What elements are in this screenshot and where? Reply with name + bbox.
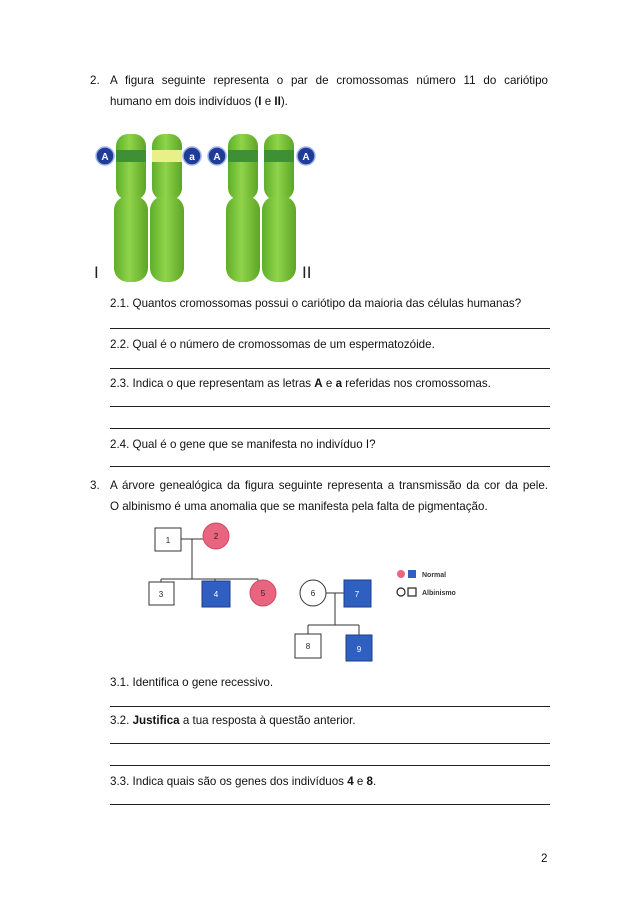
q3-3-text — [110, 775, 376, 789]
individual-2-label: 2 — [213, 532, 219, 541]
q2-text-line2 — [110, 95, 288, 109]
text-part: e — [322, 377, 336, 390]
individual-8-label: 8 — [305, 642, 311, 651]
text-part: 3.2. — [110, 714, 133, 727]
answer-line[interactable] — [110, 466, 550, 467]
band-light — [152, 150, 182, 162]
page-number: 2 — [541, 852, 548, 865]
bold-a: a — [335, 377, 343, 390]
bold-8: 8 — [366, 775, 373, 788]
allele-a-circle-I — [183, 147, 201, 165]
allele-A-label: A — [101, 152, 109, 163]
allele-A-circle-II-right — [297, 147, 315, 165]
legend-normal-label: Normal — [422, 572, 447, 579]
q2-1-text: 2.1. Quantos cromossomas possui o cariótipo da maioria das células humanas? — [110, 297, 522, 310]
allele-A-label: A — [302, 152, 310, 163]
individual-4 — [202, 581, 230, 607]
text-part: referidas nos cromossomas. — [342, 377, 491, 390]
band-dark — [116, 150, 146, 162]
pedigree-legend — [397, 570, 456, 597]
text-part: a tua resposta à questão anterior. — [179, 714, 356, 727]
individual-5-label: 5 — [260, 589, 266, 598]
allele-A-circle-I — [96, 147, 114, 165]
chromosome-figure — [94, 130, 330, 290]
individual-1 — [155, 528, 181, 551]
legend-male-albino — [408, 588, 416, 596]
individual-5 — [250, 580, 276, 606]
q2-3-text — [110, 377, 491, 391]
individual-3 — [149, 582, 174, 605]
individual-4-label: 4 — [213, 590, 219, 599]
q2-text-part: e — [261, 95, 275, 108]
q2-text-line1: A figura seguinte representa o par de cromossomas número 11 do cariótipo — [110, 74, 548, 87]
answer-line[interactable] — [110, 743, 550, 744]
q2-2-text: 2.2. Qual é o número de cromossomas de um espermatozóide. — [110, 338, 435, 351]
q2-bold-I: I — [258, 95, 262, 108]
legend-female-albino — [397, 588, 405, 596]
answer-line[interactable] — [110, 328, 550, 329]
individual-2 — [203, 523, 229, 549]
q3-1-text: 3.1. Identifica o gene recessivo. — [110, 676, 274, 689]
individual-8 — [295, 634, 321, 658]
allele-A-circle-II-left — [208, 147, 226, 165]
q2-bold-II: II — [274, 95, 281, 108]
text-part: e — [353, 775, 367, 788]
q3-2-text — [110, 714, 356, 728]
text-part: . — [372, 775, 377, 788]
individual-9-label: 9 — [356, 645, 362, 654]
band-dark — [228, 150, 258, 162]
answer-line[interactable] — [110, 765, 550, 766]
legend-male-normal — [408, 570, 416, 578]
q2-text-part: ). — [280, 95, 288, 108]
q2-text-part: humano em dois indivíduos ( — [110, 95, 259, 108]
individual-1-label: 1 — [165, 536, 171, 545]
text-part: 3.3. Indica quais são os genes dos indivíduos — [110, 775, 348, 788]
answer-line[interactable] — [110, 804, 550, 805]
individual-6 — [300, 580, 326, 606]
allele-A-label: A — [213, 152, 221, 163]
individual-7-label: 7 — [354, 590, 360, 599]
individual-3-label: 3 — [158, 590, 164, 599]
q2-4-text: 2.4. Qual é o gene que se manifesta no indivíduo I? — [110, 438, 376, 451]
allele-a-label: a — [189, 152, 195, 163]
bold-justifica: Justifica — [132, 714, 180, 727]
q3-text-line2: O albinismo é uma anomalia que se manifesta pela falta de pigmentação. — [110, 500, 488, 513]
individual-7 — [344, 580, 371, 607]
individual-9 — [346, 635, 372, 661]
bold-4: 4 — [347, 775, 354, 788]
individual-I-label: I — [94, 263, 99, 282]
q2-number: 2. — [90, 74, 100, 87]
chromosome-I-left — [114, 134, 148, 282]
q3-text-line1: A árvore genealógica da figura seguinte representa a transmissão da cor da pele. — [110, 479, 548, 492]
chromosome-I-right — [150, 134, 184, 282]
individual-6-label: 6 — [310, 589, 316, 598]
pedigree-chart — [140, 522, 490, 664]
individual-II-label: II — [302, 263, 312, 282]
legend-albinismo-label: Albinismo — [422, 590, 456, 597]
answer-line[interactable] — [110, 368, 550, 369]
band-dark — [264, 150, 294, 162]
text-part: 2.3. Indica o que representam as letras — [110, 377, 315, 390]
chromosome-II-right — [262, 134, 296, 282]
answer-line[interactable] — [110, 428, 550, 429]
answer-line[interactable] — [110, 706, 550, 707]
q3-number: 3. — [90, 479, 100, 492]
legend-female-normal — [397, 570, 405, 578]
bold-A: A — [314, 377, 323, 390]
answer-line[interactable] — [110, 406, 550, 407]
chromosome-II-left — [226, 134, 260, 282]
